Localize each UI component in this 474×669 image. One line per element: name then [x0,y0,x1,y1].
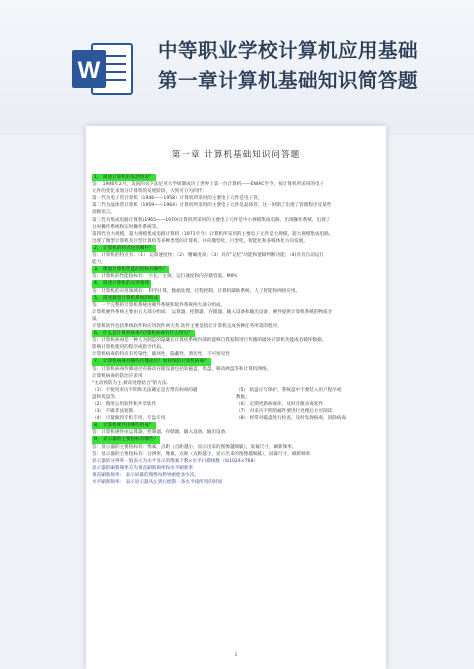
question-heading [92,280,380,287]
banner-title-line-1: 中等职业学校计算机应用基础 [158,39,419,62]
answer-line: 答：显示器的主要指标有：像素，点距（点距越小，显示出来的图像越细腻），屏幕尺寸，刷新频率。 [92,444,297,450]
answer-line: 显示器的分辨率一般表示为水平显示的像素个数×水平扫描线数（如1024×768） [92,458,258,464]
question-heading-text: 1、 简述计算机的发展情况？ [94,175,154,180]
option-cell: （6） 定期更新病毒库，及时升级杀毒软件. [236,402,325,407]
banner-title-line-2: 第一章计算机基础知识简答题 [158,69,419,92]
question-heading-text: 8、 计算机硬件由哪些组成？ [94,423,154,429]
word-document-icon [70,40,134,98]
option-cell: （4） 尽量做到专机专用，专盘专用. [92,416,167,422]
banner [0,0,474,135]
question-heading-text: 3、 衡量计算机性能的指标有哪些？ [94,267,168,273]
answer-line: "主动预防为主,被动处理结合"的方法. [92,380,169,386]
answer-line: 高级语言。 [92,210,115,216]
option-cell: （1） 不使用来历不明和无法确定是否带有病毒的磁 [92,387,198,393]
question-heading [92,266,380,273]
banner-title [158,36,468,96]
option-row [92,415,380,422]
answer-line: 第四代为大规模，超大规模集成电路计算机（1971至今）计算机所采用的主要电子元件是大规模，超大规模集成电路， [92,231,334,237]
answer-line: 出现了微型计算机及巨型计算机等多种类型的计算机，并向微型化，巨型化，智能化和多媒体化方向发展。 [92,238,308,244]
option-cell: （7） 对来历不明的邮件要进行处理后方可阅读. [236,409,334,415]
option-cell: （2） 慎用公用软件和共享软件. [92,402,158,407]
answer-line: 第一代为电子管计算机（1946——1958）计算机所采用的主要电子元件是电子管。 [92,196,263,202]
word-icon-letter: W [77,57,101,84]
option-cell: 数据； [236,394,250,400]
answer-line: 第三代为集成电路计算机(1965——1970)计算机所采用的主要电子元件是中小规模集成电路，出现操作系统，出现了 [92,217,331,223]
option-row [92,401,380,408]
question-heading [92,245,380,252]
option-cell: 盘和优盘等. [92,394,117,400]
question-heading [92,436,380,443]
answer-line: 能力。 [92,260,106,266]
question-heading-text: 6、 什么是计算机病毒?计算机病毒有什么特点？ [94,331,193,337]
option-cell: （8） 经常对磁盘进行检查，及时发现病毒，消除病毒. [236,416,348,422]
answer-line: 分时操作系统和实时操作系统等。 [92,224,161,230]
option-cell: （3） 不做非法复制. [92,409,135,415]
answer-line: 答： 1946年2月，美国的宾夕法尼亚大学研制成功了世界上第一台计算机——ENIAC至今，按计算机所采用的电子 [92,182,325,188]
answer-line: 第二代为晶体管计算机（1959——1964）计算机所采用的主要电子元件是晶体管，这一时期了出现了管理程序及某些 [92,203,332,209]
answer-line: 答：计算机的特点有：（1） 运算速度快；（2） 精确度高；（3）具有"记忆"功能和逻辑判断功能；（4)具有自动运行 [92,253,324,259]
option-cell: （5） 软盘应写保护，系统盘中不要装入用户程序或 [236,387,342,393]
answer-line: 答：一个完整的计算机系统由硬件系统和软件系统两大部分组成。 [92,302,226,308]
answer-line: 计算机软件包括系统软件和应用软件两大类.软件主要是指让计算机完成各种任务所需的程序。 [92,323,282,329]
answer-line: 答：显示器的主要指标有：分辨率，像素，点距（点距越小，显示出来的图像越细腻），屏幕尺寸，刷新频率. [92,451,312,457]
answer-line: 答：计算机硬件由运算器，控制器，存储器，输入设备，输出设备. [92,430,227,436]
answer-line: 水平刷新频率： 表示显示器从左到右绘制一条水平线所用的时间 [92,480,223,486]
answer-line: 计算机病毒的特点有传染性，破坏性，隐蔽性，潜伏性，不可预见性 [92,352,230,358]
answer-line: 答：计算机病毒传播途径有移动存储设备包括软磁盘，优盘，移动硬盘等和计算机网络。 [92,366,272,372]
answer-line: 计算机硬件系统主要由五大部分组成： 运算器，控制器，存储器，输入设备和输出设备；硬件提供计算机系统的物质介 [92,309,333,315]
answer-line: 计算机病毒的防治应采用 [92,373,143,379]
question-heading [92,422,380,429]
question-heading-text: 9、 显示器的主要指标有哪些？ [94,437,159,443]
option-row [92,408,380,415]
question-heading-text: 2、 计算机的特点包括哪些？ [94,245,154,251]
answer-line: 显示器的刷新频率分为垂直刷新频率和水平刷新率 [92,465,194,471]
document-page [86,126,386,669]
answer-line: 答：计算机病毒是一种人为制造的隐藏在计算机系统内部的能够自我复制进行传播的破坏计算机功能或者破坏数据， [92,338,327,344]
question-heading [92,174,380,181]
answer-line: 答：计算机的性能指标有： 字长，主频，运行速度和内存储容量，MIPs [92,274,238,280]
answer-line: 答：计算机的应用领域有： 科学计算，数据处理，过程控制，计算机辅助系统，人工智能和网络应用。 [92,288,301,294]
question-heading-text: 5、 简述微型计算机系统的组成 [94,295,159,301]
answer-line: 质。 [92,316,102,322]
option-row [92,394,380,401]
question-heading [92,330,380,337]
answer-line: 影响计算机使用的程序或指令代码。 [92,345,166,351]
document-title: 第一章 计算机基础知识问答题 [171,150,301,160]
question-heading-text: 7、 计算机病毒有哪些传播途径？如何预防计算机病毒？ [94,359,209,365]
question-heading [92,358,380,365]
document-body [92,174,380,486]
option-row [92,387,380,394]
page-number: 1 [234,653,238,658]
question-heading-text: 4、 简述计算机的应用领域 [94,281,149,287]
answer-line: 元件的变化来划分计算机的发展阶段，大致可分为四代： [92,189,207,195]
answer-line: 垂直刷新频率： 表示屏幕的图像每秒钟重绘多少次。 [92,472,200,478]
question-heading [92,295,380,302]
